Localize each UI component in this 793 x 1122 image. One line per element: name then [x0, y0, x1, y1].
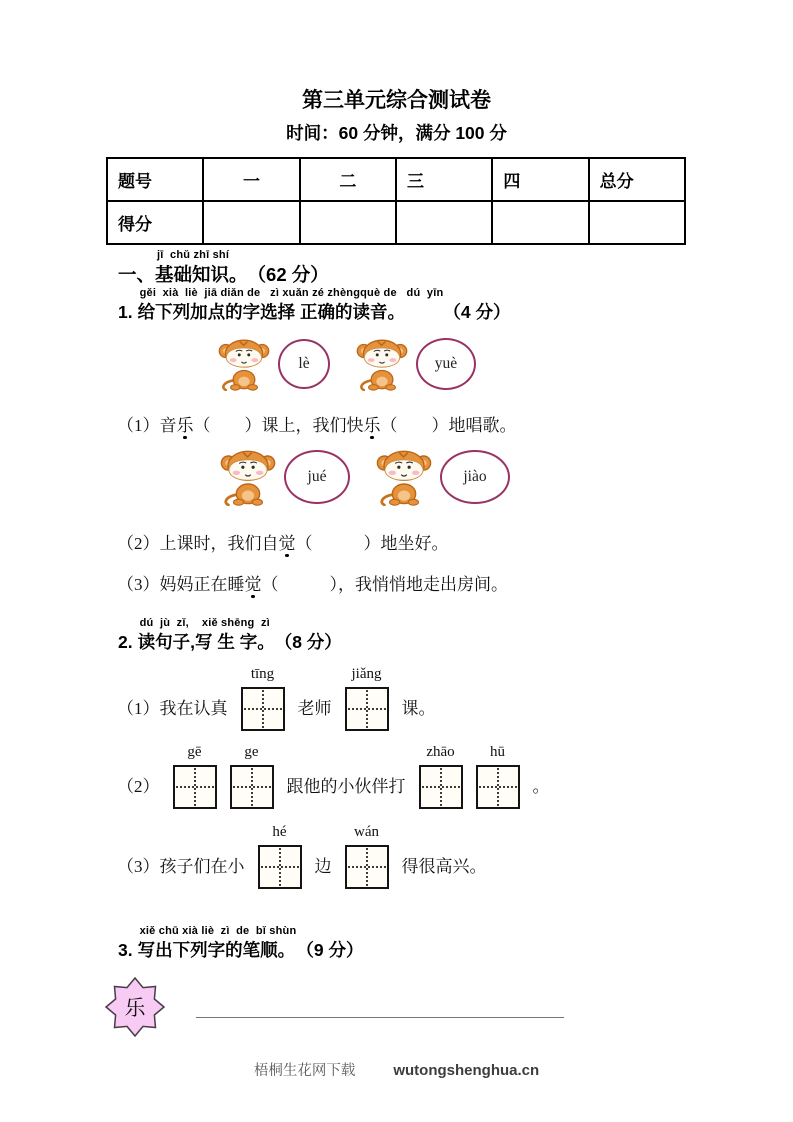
- grid-pinyin: wán: [354, 824, 379, 840]
- question-title-pinyin: xiě chū xià liè zì de bǐ shùn: [139, 925, 297, 937]
- dotted-character: 觉: [244, 575, 262, 594]
- score-table-header-row: [107, 158, 685, 201]
- grid-pinyin: zhāo: [426, 744, 455, 760]
- score-cell-part-4[interactable]: [492, 201, 588, 244]
- writing-grid-cell: [241, 665, 285, 731]
- footer-site-url[interactable]: wutongshenghua.cn: [393, 1062, 540, 1079]
- pronunciation-options-row-1: [218, 337, 793, 391]
- writing-grid[interactable]: [345, 687, 389, 731]
- monkey-illustration: [218, 337, 270, 391]
- question-title-with-pinyin: [138, 617, 275, 655]
- question-3-heading: [118, 925, 793, 963]
- question-2-heading: [118, 617, 793, 655]
- section-number: 一、: [118, 264, 156, 285]
- page-title: 第三单元综合测试卷: [302, 89, 491, 112]
- question-score: （9 分）: [296, 940, 364, 960]
- writing-grid-cell: [476, 743, 520, 809]
- stroke-order-answer-line[interactable]: [196, 1017, 564, 1018]
- sentence-text: 跟他的小伙伴打: [286, 777, 406, 796]
- pronunciation-option-pair: [218, 337, 330, 391]
- pinyin-option-label: yuè: [434, 355, 458, 372]
- pronunciation-options-row-2: [220, 448, 793, 506]
- sentence-text: （2）: [117, 777, 160, 796]
- score-table: [106, 157, 686, 245]
- header-cell-part-2: 二: [300, 158, 396, 201]
- question-score: （8 分）: [274, 632, 342, 652]
- sentence-text: （3）妈妈正在睡: [117, 575, 245, 594]
- q2-line-3: [117, 823, 793, 889]
- question-title-pinyin: gěi xià liè jiā diǎn de zì xuǎn zé zhèngquè de dú yīn: [139, 287, 444, 299]
- star-character-badge: [102, 977, 168, 1037]
- grid-pinyin: jiǎng: [351, 666, 382, 682]
- sentence-text: 课。: [401, 699, 436, 718]
- question-title: 写出下列字的笔顺。: [137, 940, 296, 960]
- pronunciation-option-circle[interactable]: [416, 338, 476, 390]
- sentence-text: （ ）地坐好。: [295, 534, 449, 553]
- writing-grid[interactable]: [419, 765, 463, 809]
- question-number: 3.: [118, 940, 133, 960]
- page-subtitle: 时间：60 分钟，满分 100 分: [286, 123, 507, 143]
- question-number: 2.: [118, 632, 133, 652]
- pronunciation-option-circle[interactable]: [284, 450, 350, 504]
- dotted-character: 乐: [363, 416, 381, 435]
- writing-grid-cell: [419, 743, 463, 809]
- question-title-with-pinyin: [138, 287, 444, 325]
- header-cell-part-4: 四: [492, 158, 588, 201]
- sentence-text: 。: [532, 777, 550, 796]
- section-1-heading: [118, 249, 793, 287]
- writing-grid[interactable]: [476, 765, 520, 809]
- monkey-illustration: [356, 337, 408, 391]
- score-cell-part-1[interactable]: [203, 201, 299, 244]
- pronunciation-option-pair: [376, 448, 510, 506]
- q2-line-2: [117, 743, 793, 809]
- writing-grid-cell: [345, 665, 389, 731]
- score-cell-part-3[interactable]: [396, 201, 492, 244]
- section-score: （62 分）: [247, 264, 329, 285]
- footer-site-name: 梧桐生花网下载: [253, 1063, 356, 1079]
- score-cell-total[interactable]: [589, 201, 685, 244]
- grid-pinyin: gē: [187, 744, 202, 760]
- stroke-character: 乐: [124, 996, 146, 1020]
- question-number: 1.: [118, 302, 133, 322]
- question-title: 给下列加点的字选择 正确的读音。: [137, 302, 405, 322]
- sentence-text: （ ），我悄悄地走出房间。: [261, 575, 508, 594]
- question-1-heading: [118, 287, 793, 325]
- score-table-score-row: [107, 201, 685, 244]
- pronunciation-option-circle[interactable]: [278, 339, 330, 389]
- section-title-with-pinyin: [155, 249, 248, 287]
- page-footer: [0, 1059, 793, 1080]
- writing-grid-cell: [173, 743, 217, 809]
- sentence-text: 老师: [297, 699, 332, 718]
- sentence-text: （ ）地唱歌。: [380, 416, 517, 435]
- q1-sentence-3: [117, 572, 793, 597]
- writing-grid-cell: [230, 743, 274, 809]
- score-row-label: 得分: [107, 201, 203, 244]
- writing-grid[interactable]: [241, 687, 285, 731]
- grid-pinyin: hé: [272, 824, 287, 840]
- question-score: （4 分）: [443, 302, 511, 322]
- section-title-pinyin: jī chǔ zhī shí: [157, 249, 230, 261]
- pronunciation-option-pair: [356, 337, 476, 391]
- writing-grid-cell: [345, 823, 389, 889]
- sentence-text: 边: [314, 857, 332, 876]
- header-cell-part-1: 一: [203, 158, 299, 201]
- sentence-text: （3）孩子们在小: [117, 857, 245, 876]
- writing-grid[interactable]: [258, 845, 302, 889]
- score-cell-part-2[interactable]: [300, 201, 396, 244]
- grid-pinyin: tīng: [250, 666, 275, 682]
- grid-pinyin: ge: [244, 744, 259, 760]
- pinyin-option-label: jué: [307, 468, 327, 485]
- dotted-character: 乐: [176, 416, 194, 435]
- q2-line-1: [117, 665, 793, 731]
- question-title-with-pinyin: [138, 925, 297, 963]
- sentence-text: （1）音: [117, 416, 177, 435]
- sentence-text: （1）我在认真: [117, 699, 228, 718]
- header-cell-part-3: 三: [396, 158, 492, 201]
- pinyin-option-label: jiào: [463, 468, 487, 485]
- stroke-order-item: [102, 977, 793, 1037]
- question-title: 读句子,写 生 字。: [137, 632, 275, 652]
- writing-grid[interactable]: [230, 765, 274, 809]
- question-title-pinyin: dú jù zǐ, xiě shēng zì: [139, 617, 270, 629]
- q1-sentence-2: [117, 531, 793, 556]
- header-cell-question-number: 题号: [107, 158, 203, 201]
- pinyin-option-label: lè: [298, 355, 310, 372]
- pronunciation-option-circle[interactable]: [440, 450, 510, 504]
- monkey-illustration: [376, 448, 432, 506]
- sentence-text: （ ）课上，我们快: [193, 416, 364, 435]
- monkey-illustration: [220, 448, 276, 506]
- writing-grid[interactable]: [345, 845, 389, 889]
- pronunciation-option-pair: [220, 448, 350, 506]
- writing-grid[interactable]: [173, 765, 217, 809]
- dotted-character: 觉: [278, 534, 296, 553]
- q1-sentence-1: [117, 413, 793, 438]
- section-title: 基础知识。: [155, 264, 248, 285]
- grid-pinyin: hū: [490, 744, 505, 760]
- sentence-text: （2）上课时，我们自: [117, 534, 279, 553]
- header-cell-total: 总分: [589, 158, 685, 201]
- sentence-text: 得很高兴。: [401, 857, 487, 876]
- writing-grid-cell: [258, 823, 302, 889]
